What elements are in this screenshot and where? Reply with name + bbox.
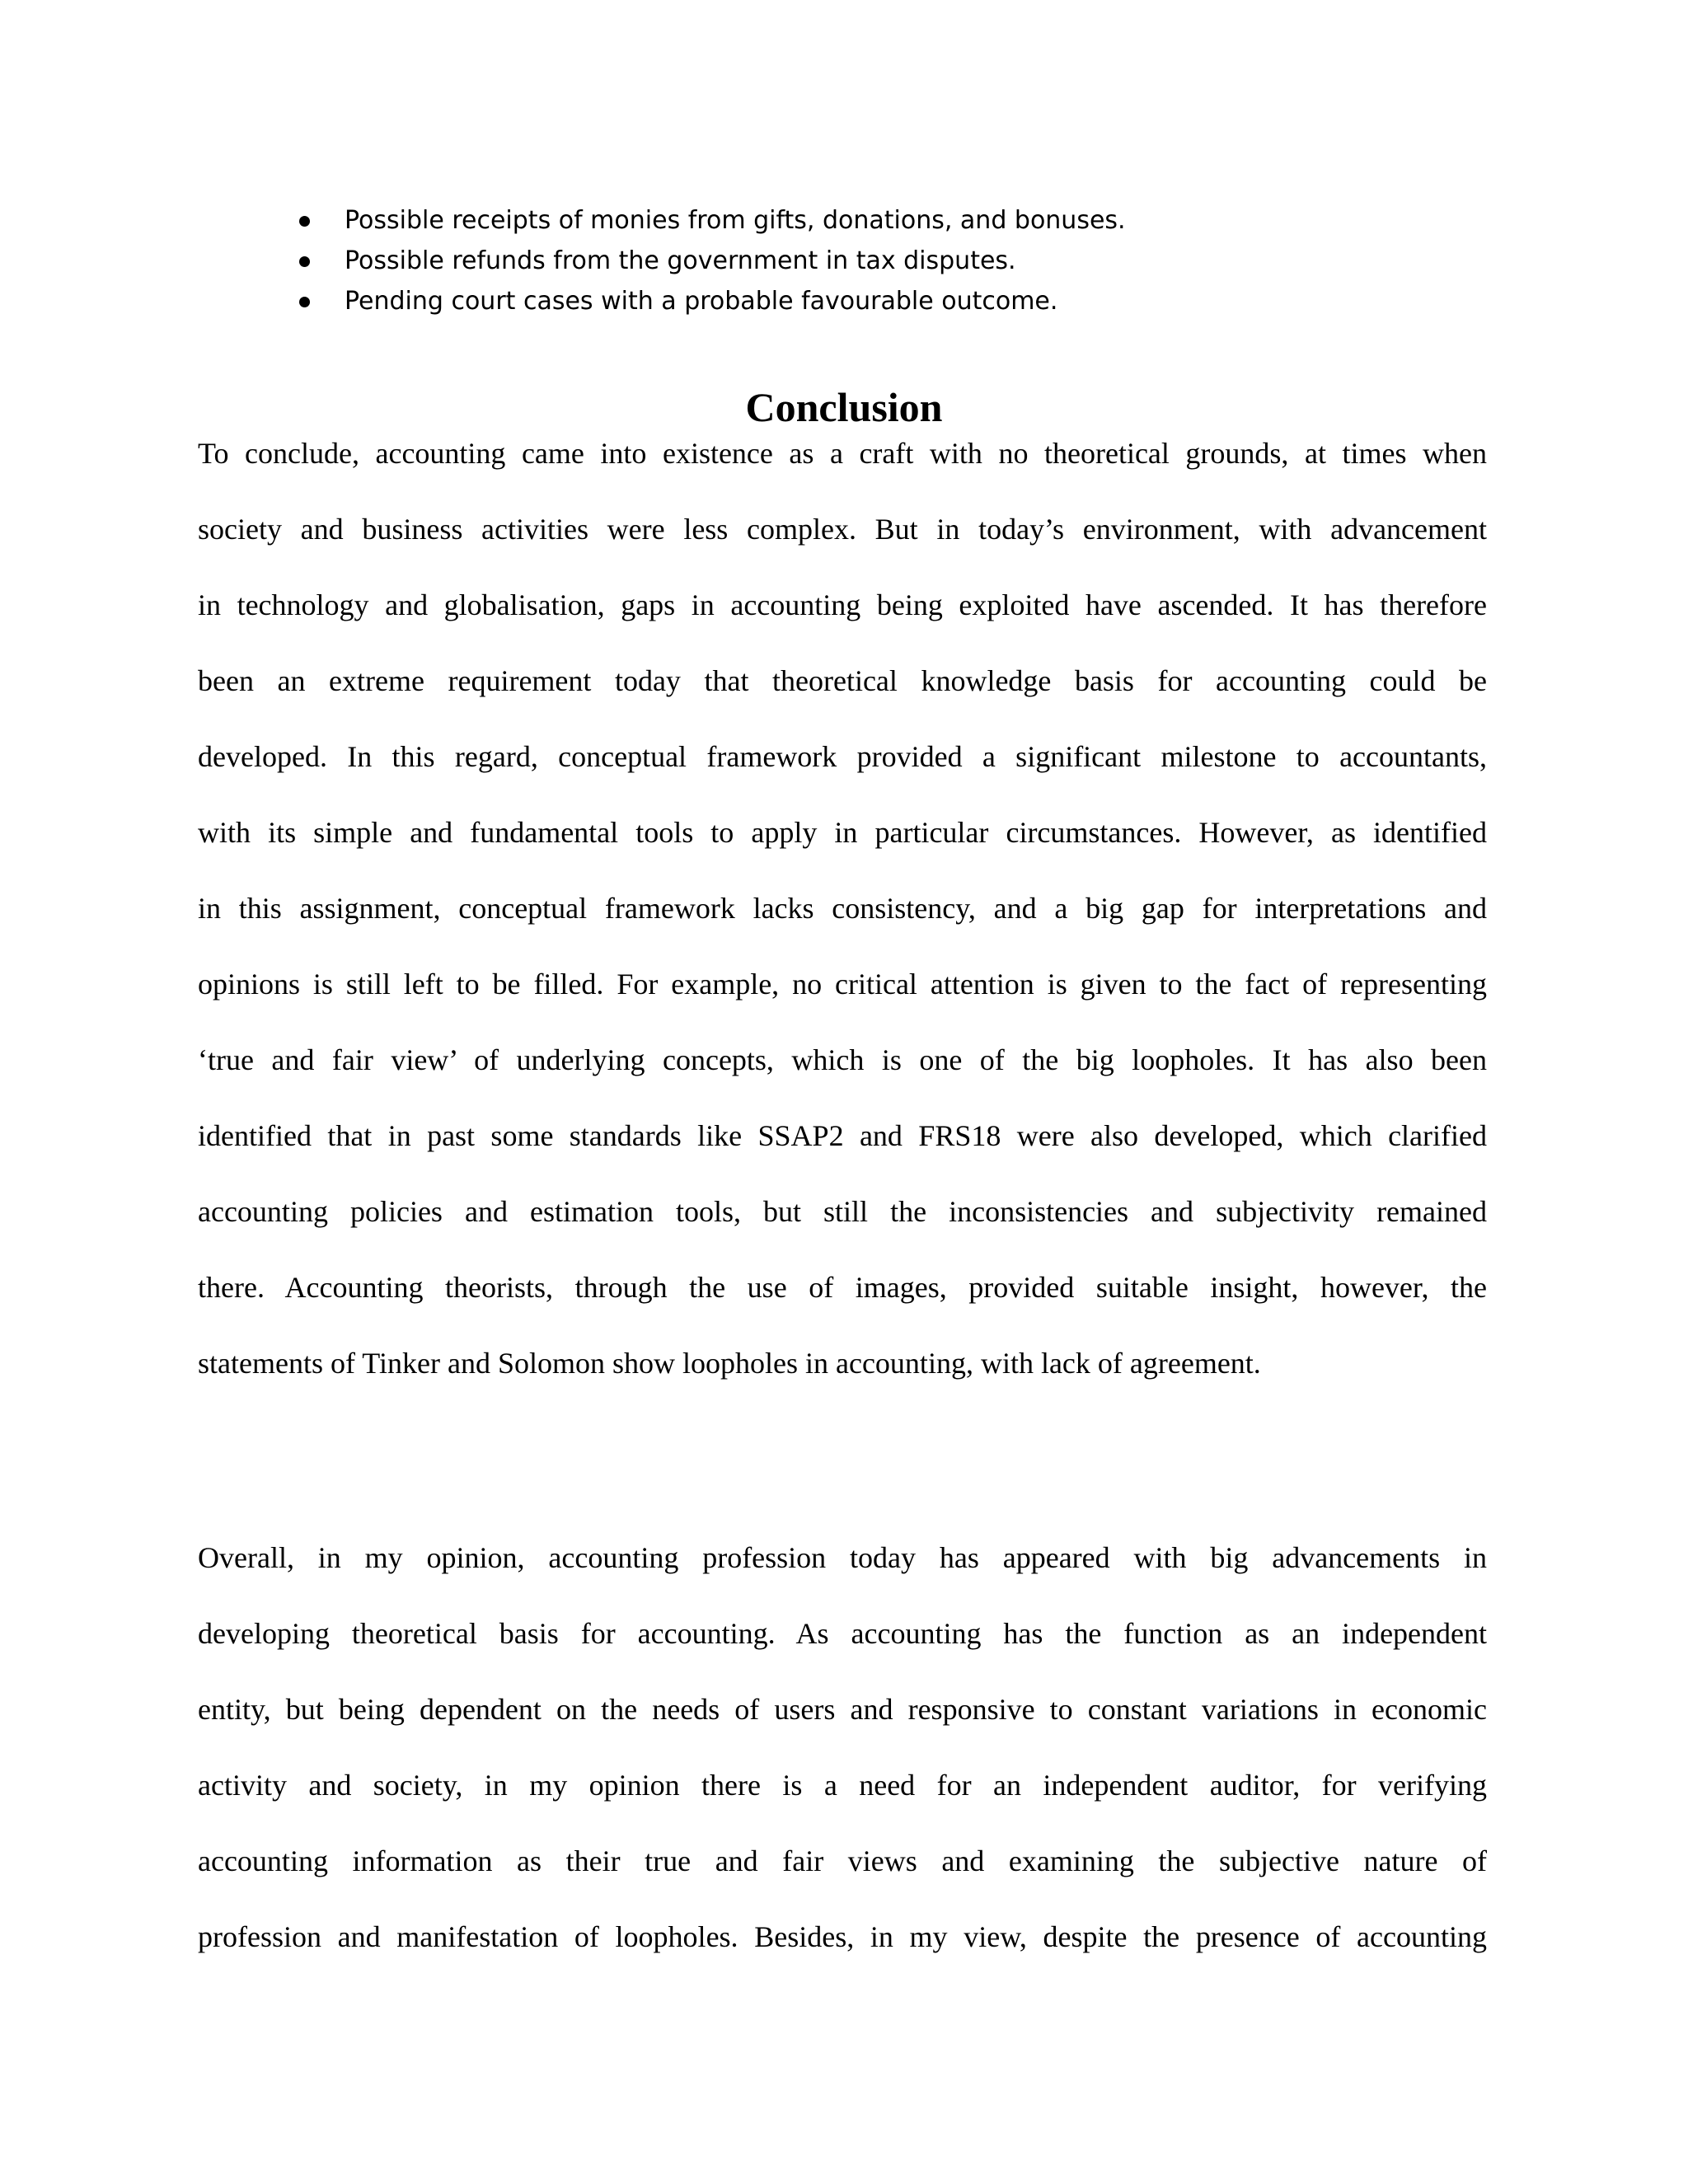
list-item xyxy=(293,281,1126,321)
text-line: Overall, in my opinion, accounting profession today has appeared with big advancements in xyxy=(198,1541,1487,1574)
text-line: ‘true and fair view’ of underlying concepts, which is one of the big loopholes. It has also been xyxy=(198,1043,1487,1076)
text-line: there. Accounting theorists, through the use of images, provided suitable insight, however, the xyxy=(198,1271,1487,1304)
list-item xyxy=(293,241,1126,281)
text-line: To conclude, accounting came into existence as a craft with no theoretical grounds, at times when xyxy=(198,437,1487,470)
bullet-list xyxy=(293,200,1126,321)
list-item-text: Possible receipts of monies from gifts, donations, and bonuses. xyxy=(345,206,1126,235)
list-item xyxy=(293,200,1126,241)
text-line: profession and manifestation of loopholes. Besides, in my view, despite the presence of accounting xyxy=(198,1920,1487,1953)
text-line: entity, but being dependent on the needs of users and responsive to constant variations in economic xyxy=(198,1693,1487,1726)
text-line: accounting information as their true and fair views and examining the subjective nature of xyxy=(198,1844,1487,1877)
text-line: developing theoretical basis for accounting. As accounting has the function as an independent xyxy=(198,1617,1487,1650)
list-item-text: Possible refunds from the government in tax disputes. xyxy=(345,246,1016,275)
text-line: statements of Tinker and Solomon show loopholes in accounting, with lack of agreement. xyxy=(198,1347,1261,1380)
text-line: with its simple and fundamental tools to apply in particular circumstances. However, as identified xyxy=(198,816,1487,849)
bullet-icon xyxy=(299,216,310,227)
text-line: developed. In this regard, conceptual framework provided a significant milestone to accountants, xyxy=(198,740,1487,773)
text-line: been an extreme requirement today that theoretical knowledge basis for accounting could be xyxy=(198,664,1487,697)
text-line: accounting policies and estimation tools, but still the inconsistencies and subjectivity remained xyxy=(198,1195,1487,1228)
text-line: opinions is still left to be filled. For example, no critical attention is given to the fact of representing xyxy=(198,968,1487,1001)
bullet-icon xyxy=(299,297,310,307)
conclusion-paragraph xyxy=(198,415,1487,1401)
text-line: identified that in past some standards like SSAP2 and FRS18 were also developed, which clarified xyxy=(198,1119,1487,1152)
text-line: in technology and globalisation, gaps in accounting being exploited have ascended. It has therefore xyxy=(198,588,1487,621)
text-line: activity and society, in my opinion there is a need for an independent auditor, for verifying xyxy=(198,1769,1487,1802)
bullet-icon xyxy=(299,256,310,267)
text-line: in this assignment, conceptual framework lacks consistency, and a big gap for interpretations and xyxy=(198,892,1487,925)
text-line: society and business activities were less complex. But in today’s environment, with advancement xyxy=(198,513,1487,546)
opinion-paragraph xyxy=(198,1520,1487,1975)
section-heading: Conclusion xyxy=(745,384,943,430)
list-item-text: Pending court cases with a probable favourable outcome. xyxy=(345,287,1058,316)
